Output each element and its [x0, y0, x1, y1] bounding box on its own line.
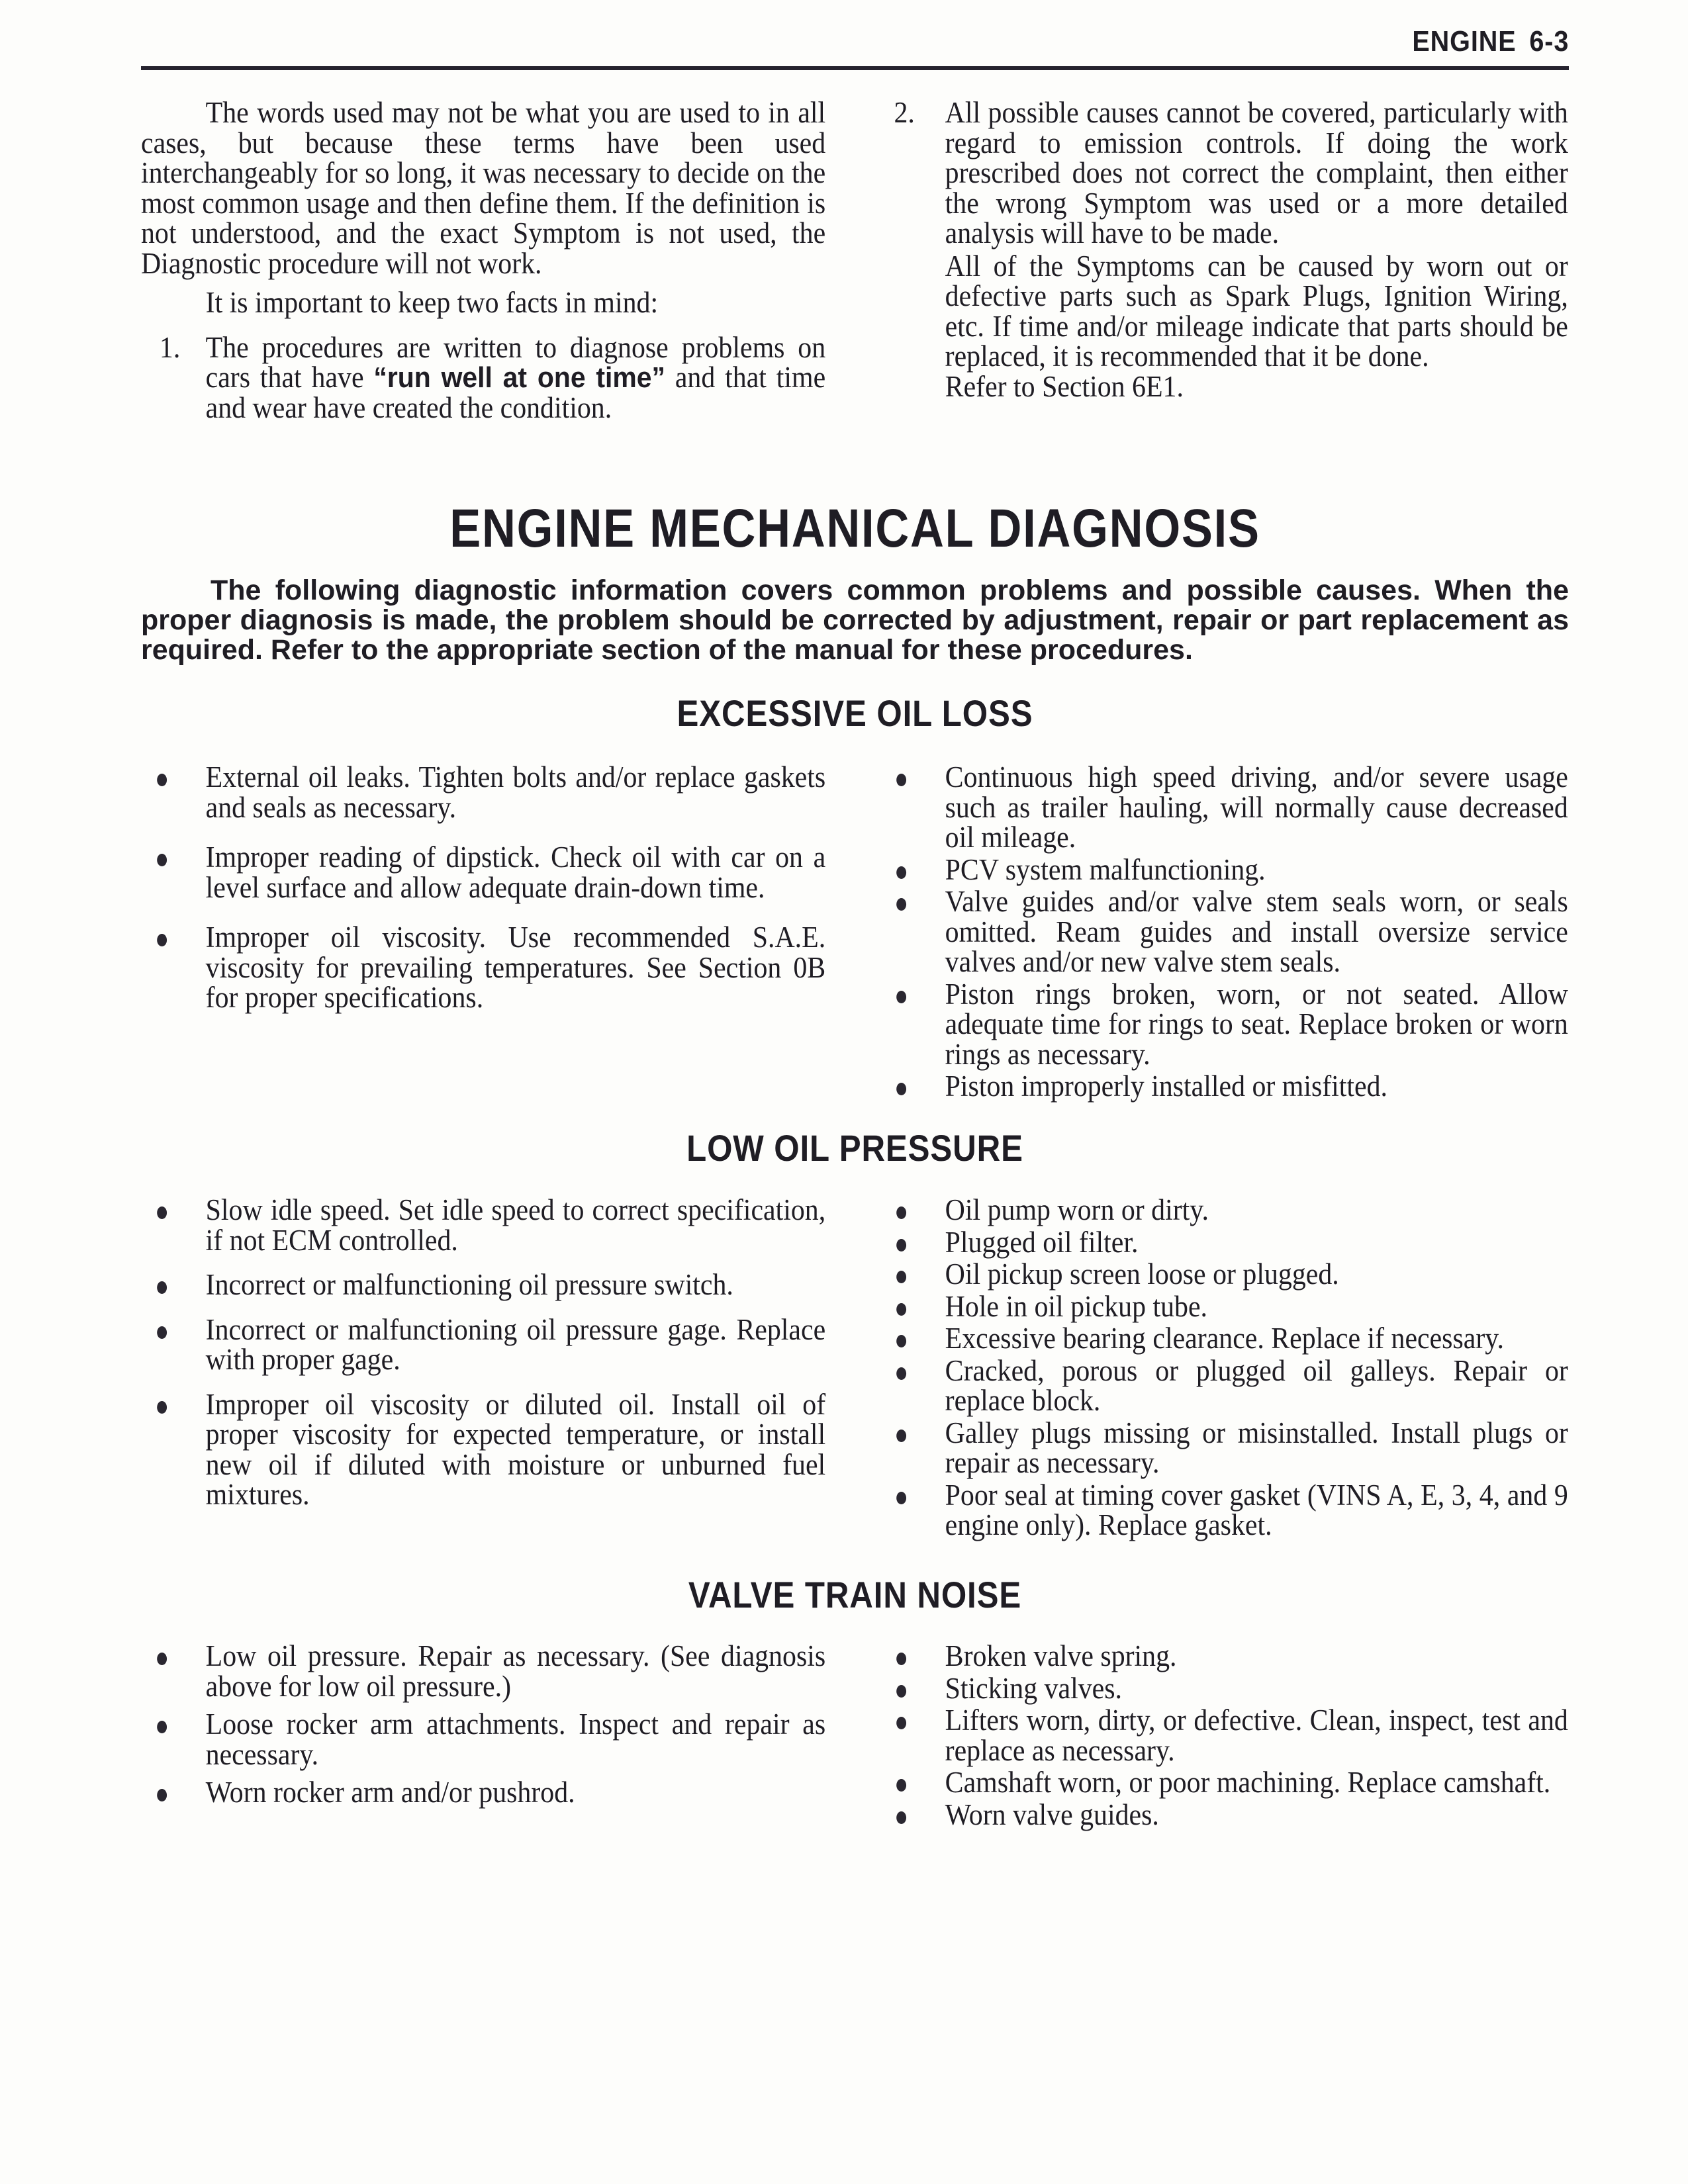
list-item: Slow idle speed. Set idle speed to correct specification, if not ECM controlled. — [141, 1195, 825, 1255]
diagnosis-intro: The following diagnostic information covers common problems and possible causes. When the proper diagnosis is made, the problem should be corrected by adjustment, repair or part replacement as required. Refer to the appropriate section of the manual for these procedures. — [141, 574, 1569, 666]
list-item: Loose rocker arm attachments. Inspect and repair as necessary. — [141, 1709, 825, 1770]
page-number: 6-3 — [1529, 25, 1569, 58]
bullet-icon — [896, 1717, 906, 1729]
bullet-icon — [157, 1653, 167, 1665]
intro-paragraph-2: It is important to keep two facts in mind: — [205, 286, 659, 319]
bullet-icon — [896, 1271, 906, 1283]
valve-train-noise-right — [880, 1641, 1568, 1832]
list-item: Oil pump worn or dirty. — [880, 1195, 1568, 1226]
list-item: Lifters worn, dirty, or defective. Clean, inspect, test and replace as necessary. — [880, 1706, 1568, 1766]
bullet-icon — [896, 866, 906, 879]
bullet-icon — [157, 934, 167, 946]
excessive-oil-loss-left — [141, 762, 825, 1026]
running-header — [1412, 25, 1569, 58]
intro-paragraph-1: The words used may not be what you are used to in all cases, but because these terms have been used interchangeably for so long, it was necessary to decide on the most common usage and then define them. If the definition is not understood, and the exact Symptom is not used, the Diagnostic procedure will not work. — [141, 96, 826, 280]
fact-1-text-before: The procedures are written to diagnose problems on cars that have — [205, 330, 826, 394]
list-item: Sticking valves. — [880, 1674, 1568, 1704]
bullet-icon — [896, 1335, 906, 1347]
low-oil-pressure-left — [141, 1195, 825, 1523]
section-heading-valve-train-noise: VALVE TRAIN NOISE — [688, 1574, 1022, 1615]
list-item: Excessive bearing clearance. Replace if necessary. — [880, 1324, 1568, 1354]
list-item: External oil leaks. Tighten bolts and/or replace gaskets and seals as necessary. — [141, 762, 825, 823]
list-item: Improper reading of dipstick. Check oil with car on a level surface and allow adequate drain-down time. — [141, 842, 825, 903]
bullet-icon — [896, 1367, 906, 1380]
list-item: Plugged oil filter. — [880, 1228, 1568, 1258]
bullet-icon — [896, 1653, 906, 1665]
bullet-icon — [157, 1721, 167, 1733]
list-item: Worn rocker arm and/or pushrod. — [141, 1778, 825, 1808]
bullet-icon — [896, 1811, 906, 1824]
fact-2-text-2: All of the Symptoms can be caused by worn out or defective parts such as Spark Plugs, Ignition Wiring, etc. If time and/or mileage indicate that parts should be replaced, it is recommended that it be done. — [945, 249, 1568, 373]
page-title: ENGINE MECHANICAL DIAGNOSIS — [449, 498, 1260, 559]
list-item: Continuous high speed driving, and/or severe usage such as trailer hauling, will normally cause decreased oil mileage. — [880, 762, 1568, 853]
list-item: Incorrect or malfunctioning oil pressure switch. — [141, 1270, 825, 1300]
low-oil-pressure-right — [880, 1195, 1568, 1543]
bullet-icon — [896, 1206, 906, 1219]
list-item: Incorrect or malfunctioning oil pressure gage. Replace with proper gage. — [141, 1315, 825, 1375]
list-item: Broken valve spring. — [880, 1641, 1568, 1672]
header-section: ENGINE — [1412, 25, 1517, 58]
bullet-icon — [157, 1789, 167, 1801]
section-heading-excessive-oil-loss: EXCESSIVE OIL LOSS — [677, 692, 1033, 734]
bullet-icon — [157, 1401, 167, 1414]
bullet-icon — [896, 1303, 906, 1316]
intro-right-column — [880, 98, 1568, 402]
bullet-icon — [157, 854, 167, 866]
bullet-icon — [896, 1492, 906, 1504]
list-item: Oil pickup screen loose or plugged. — [880, 1259, 1568, 1290]
fact-2-number: 2. — [894, 96, 915, 129]
list-item: Piston improperly installed or misfitted. — [880, 1071, 1568, 1102]
list-item: Valve guides and/or valve stem seals worn, or seals omitted. Ream guides and install oversize service valves and/or new valve stem seals. — [880, 887, 1568, 978]
intro-left-column — [141, 98, 825, 423]
valve-train-noise-left — [141, 1641, 825, 1821]
list-item: Low oil pressure. Repair as necessary. (See diagnosis above for low oil pressure.) — [141, 1641, 825, 1702]
bullet-icon — [896, 1239, 906, 1251]
list-item: Piston rings broken, worn, or not seated. Allow adequate time for rings to seat. Replace broken or worn rings as necessary. — [880, 979, 1568, 1070]
bullet-icon — [157, 774, 167, 786]
list-item: Hole in oil pickup tube. — [880, 1292, 1568, 1322]
fact-1-emphasis: “run well at one time” — [373, 361, 665, 394]
list-item: Worn valve guides. — [880, 1800, 1568, 1831]
bullet-icon — [896, 1779, 906, 1792]
bullet-icon — [896, 1083, 906, 1095]
list-item: Galley plugs missing or misinstalled. Install plugs or repair as necessary. — [880, 1418, 1568, 1479]
page-header — [141, 20, 1569, 70]
excessive-oil-loss-right — [880, 762, 1568, 1104]
list-item: Improper oil viscosity or diluted oil. Install oil of proper viscosity for expected temperature, or install new oil if diluted with moisture or unburned fuel mixtures. — [141, 1390, 825, 1510]
section-heading-low-oil-pressure: LOW OIL PRESSURE — [686, 1127, 1023, 1169]
bullet-icon — [896, 898, 906, 911]
bullet-icon — [896, 1430, 906, 1442]
bullet-icon — [157, 1281, 167, 1294]
fact-2-text: All possible causes cannot be covered, particularly with regard to emission controls. If doing the work prescribed does not correct the complaint, then either the wrong Symptom was used or a more detailed analysis will have to be made. — [945, 96, 1568, 250]
fact-1-text-after: and that time and wear have created the condition. — [205, 361, 826, 424]
bullet-icon — [157, 1206, 167, 1219]
fact-1-number: 1. — [159, 330, 181, 364]
list-item: PCV system malfunctioning. — [880, 855, 1568, 886]
fact-1 — [141, 330, 826, 424]
bullet-icon — [157, 1326, 167, 1339]
list-item: Improper oil viscosity. Use recommended S.A.E. viscosity for prevailing temperatures. See Section 0B for proper specifications. — [141, 923, 825, 1013]
bullet-icon — [896, 774, 906, 786]
list-item: Poor seal at timing cover gasket (VINS A, E, 3, 4, and 9 engine only). Replace gasket. — [880, 1480, 1568, 1541]
fact-2 — [880, 98, 1568, 402]
bullet-icon — [896, 991, 906, 1003]
fact-2-reference: Refer to Section 6E1. — [945, 369, 1184, 403]
list-item: Camshaft worn, or poor machining. Replace camshaft. — [880, 1768, 1568, 1798]
list-item: Cracked, porous or plugged oil galleys. Repair or replace block. — [880, 1356, 1568, 1416]
bullet-icon — [896, 1685, 906, 1698]
